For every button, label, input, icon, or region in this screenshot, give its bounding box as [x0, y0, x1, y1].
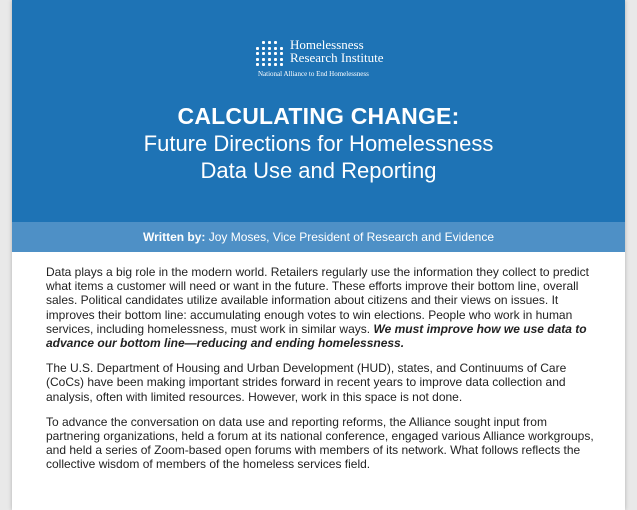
logo-dot [280, 47, 283, 50]
paragraph-2: The U.S. Department of Housing and Urban Development (HUD), states, and Continuums of Care (CoCs) have been making important strides forward in recent years to improve data collection and analysis, often with limited resources. However, work in this space is not done. [46, 361, 567, 404]
logo-dot [268, 41, 271, 44]
logo-dot [262, 52, 265, 55]
logo-dot [274, 63, 277, 66]
org-name-line1: Homelessness [290, 37, 364, 52]
title-sub-line1: Future Directions for Homelessness [143, 131, 494, 156]
logo-dot [262, 63, 265, 66]
logo-dot [256, 63, 259, 66]
logo-dot [280, 58, 283, 61]
org-name [290, 38, 384, 64]
body-text [46, 265, 594, 483]
logo-dot [274, 47, 277, 50]
byline-label: Written by: [142, 230, 206, 244]
logo-dot [280, 63, 283, 66]
logo-dot [256, 58, 259, 61]
logo-dot [262, 41, 265, 44]
logo-dot [268, 63, 271, 66]
byline-bar [12, 222, 625, 252]
org-logo [12, 38, 625, 82]
org-tagline: National Alliance to End Homelessness [258, 70, 369, 78]
dot-grid-logo-icon [256, 41, 288, 69]
logo-dot [256, 52, 259, 55]
logo-dot [274, 52, 277, 55]
logo-dot [280, 52, 283, 55]
title-sub-line2: Data Use and Reporting [200, 158, 437, 183]
title-main: CALCULATING CHANGE: [177, 103, 460, 129]
paragraph-3: To advance the conversation on data use and reporting reforms, the Alliance sought input from partnering organizations, held a forum at its national conference, engaged various Alliance workgroups, and held a series of Zoom-based open forums with members of its network. What follows reflects the collective wisdom of members of the homeless services field. [46, 414, 594, 472]
logo-dot [268, 52, 271, 55]
paragraph-1-text: Data plays a big role in the modern world. Retailers regularly use the information they collect to predict what items a customer will need or want in the future. These efforts improve their bottom line, overall sales. Political candidates utilize available information about citizens and their views on issues. It improves their bottom line: accumulating enough votes to win elections. People who work in human services, including homelessness, must work in similar ways. [46, 265, 589, 336]
logo-dot [262, 58, 265, 61]
logo-dot [268, 58, 271, 61]
logo-dot [256, 47, 259, 50]
paragraph-1 [46, 265, 594, 350]
paragraph-1-emphasis: We must improve how we use data to advance our bottom line—reducing and ending homelessness. [46, 321, 587, 351]
org-name-line2: Research Institute [290, 50, 384, 65]
logo-dot [268, 47, 271, 50]
byline-author: Joy Moses, Vice President of Research and Evidence [205, 230, 495, 244]
document-title [12, 102, 625, 184]
logo-dot [274, 41, 277, 44]
document-page [12, 0, 625, 510]
header-banner [12, 0, 625, 222]
logo-dot [262, 47, 265, 50]
logo-dot [274, 58, 277, 61]
